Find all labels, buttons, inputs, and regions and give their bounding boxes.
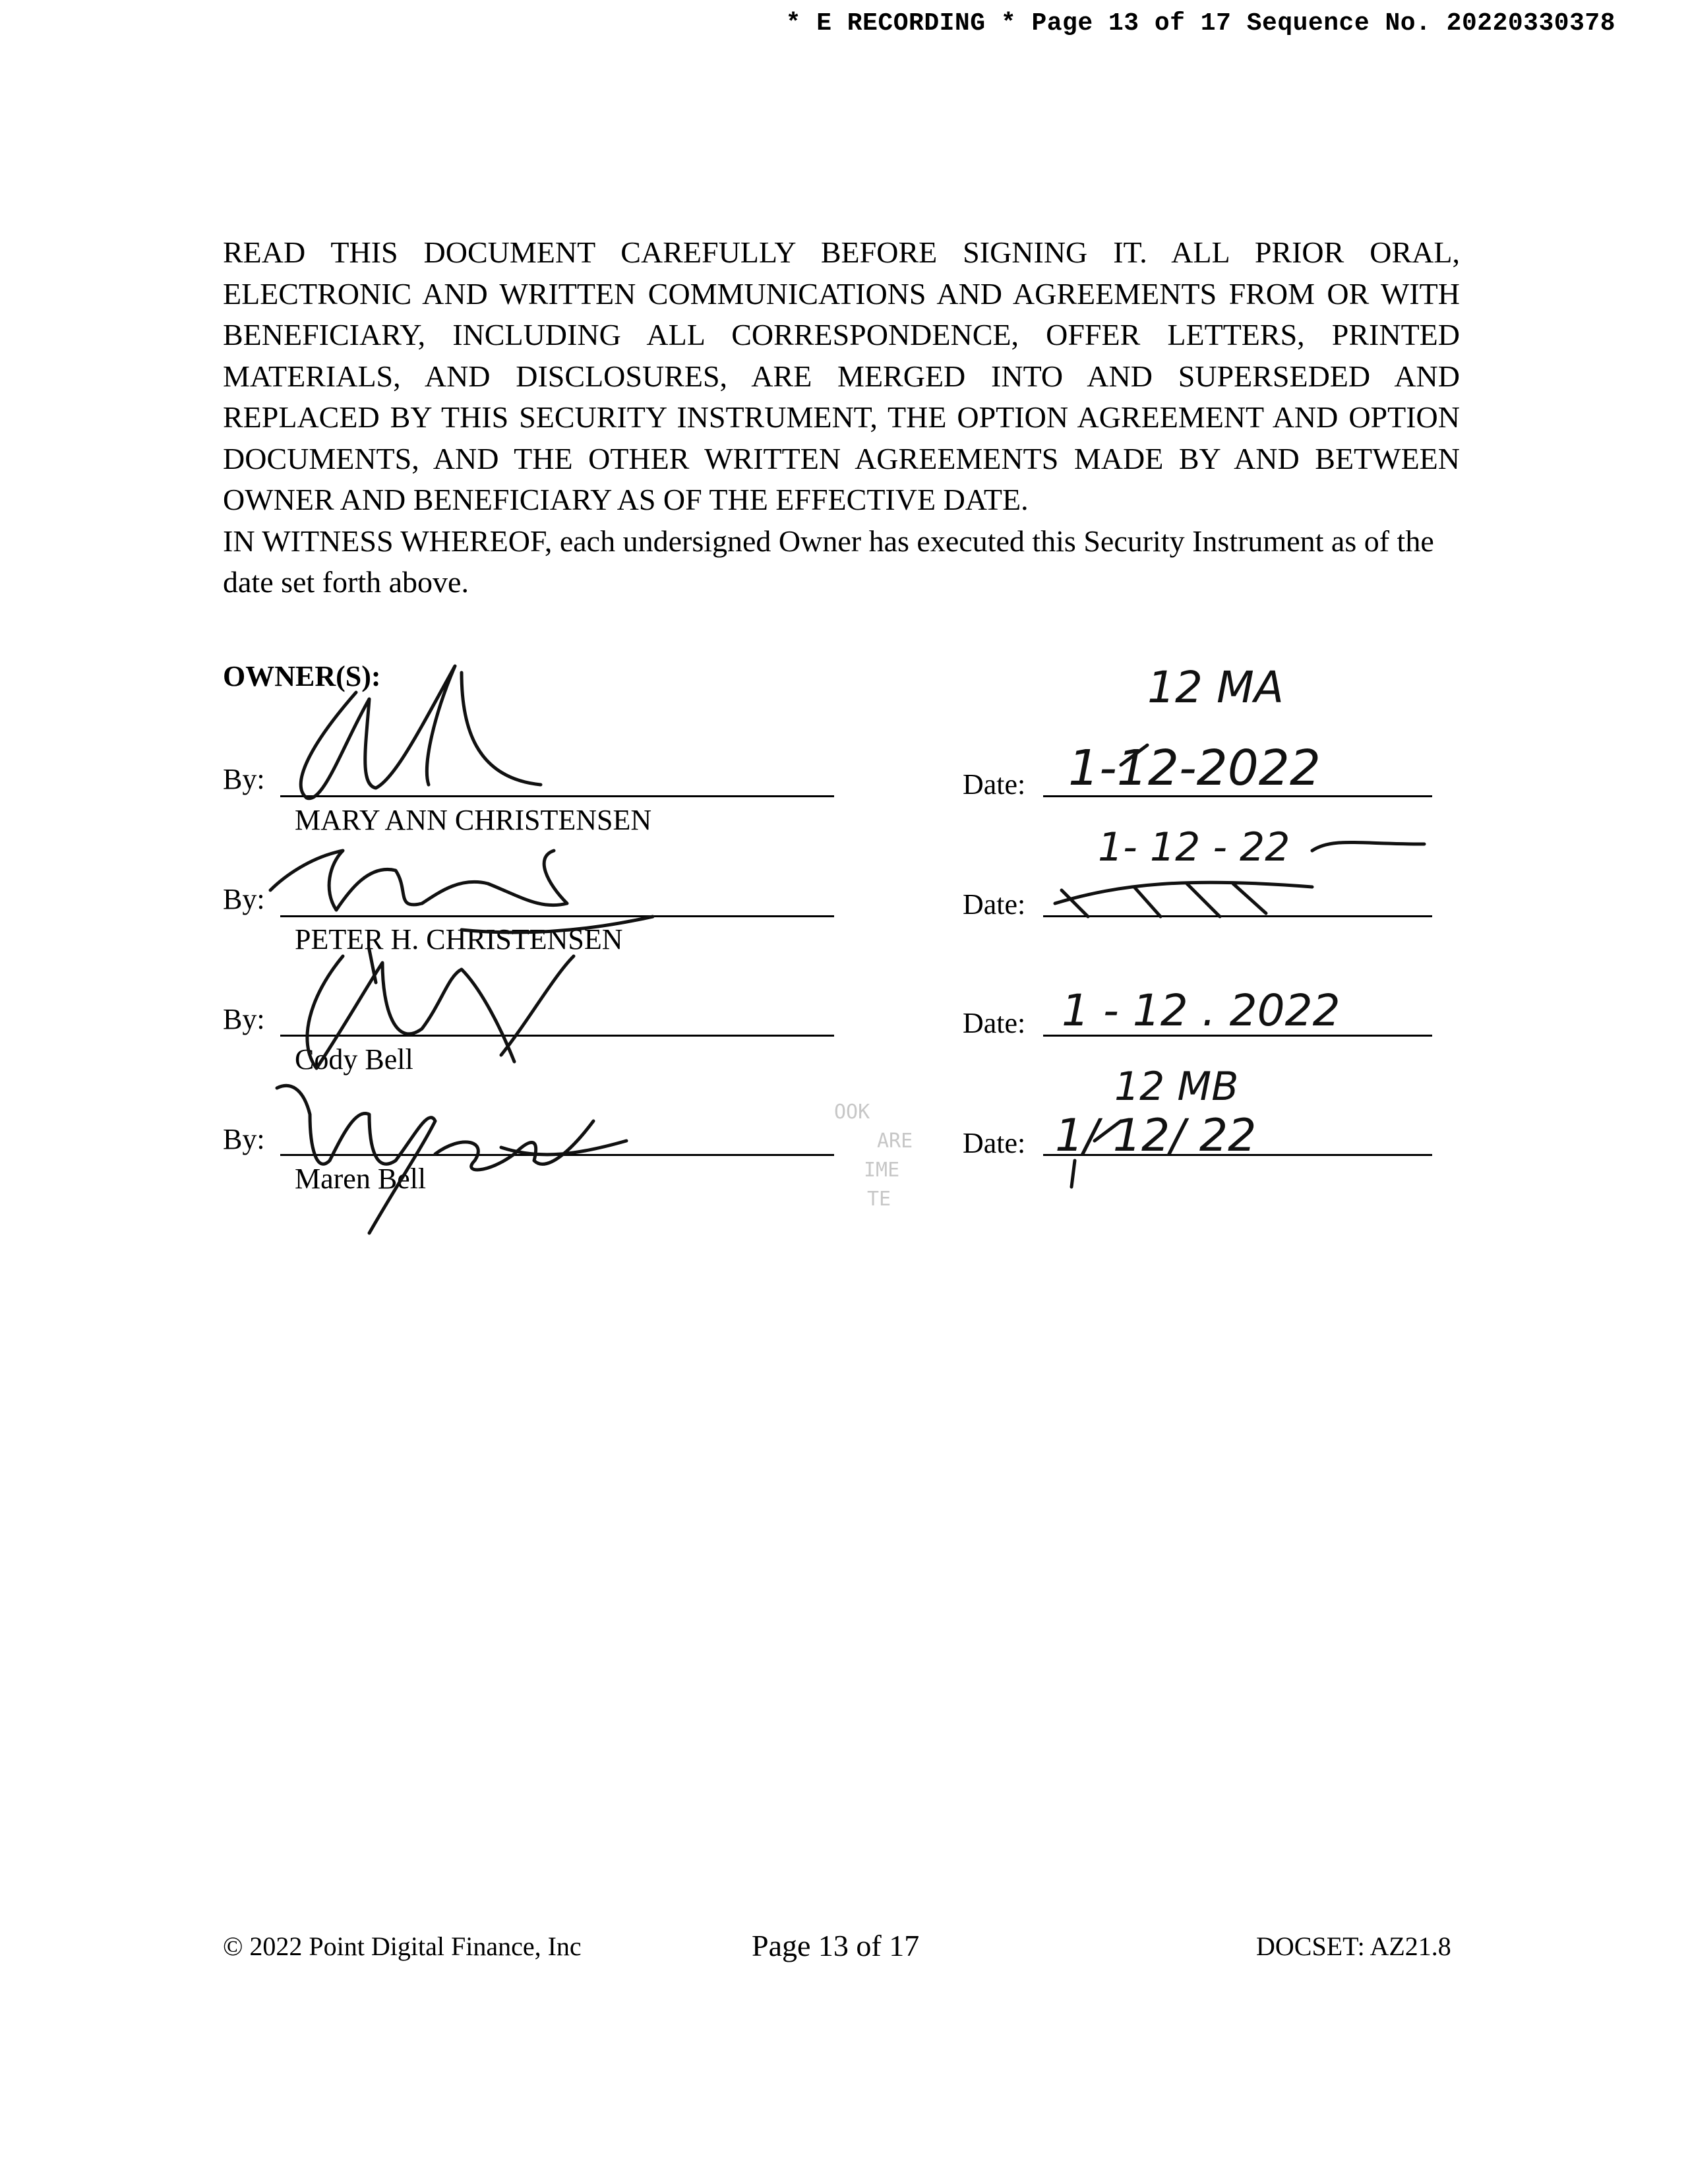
witness-clause: IN WITNESS WHEREOF, each undersigned Owner has executed this Security Instrument as of the date set forth above. [223, 524, 1434, 599]
signature-line[interactable] [280, 915, 834, 917]
signer-name: MARY ANN CHRISTENSEN [295, 804, 652, 836]
date-handwritten-4: 1/ 12/ 22 [1055, 1110, 1257, 1162]
recorder-stamp: OOK ARE IME TE [834, 1101, 913, 1211]
footer-copyright: © 2022 Point Digital Finance, Inc [223, 1931, 582, 1961]
date-label: Date: [963, 1127, 1026, 1159]
by-label: By: [223, 763, 265, 795]
owners-heading: OWNER(S): [223, 660, 381, 692]
date-strike-1 [1121, 745, 1147, 765]
date-label: Date: [963, 768, 1026, 801]
date-label: Date: [963, 1007, 1026, 1039]
date-line[interactable] [1043, 915, 1432, 917]
signature-line[interactable] [280, 1035, 834, 1037]
footer-docset: DOCSET: AZ21.8 [1256, 1931, 1451, 1961]
date-correction-1: 12 MA [1147, 662, 1284, 713]
date-line[interactable] [1043, 795, 1432, 797]
date-handwritten-2: 1- 12 - 22 [1098, 824, 1290, 870]
recording-header: * E RECORDING * Page 13 of 17 Sequence No. 20220330378 [785, 9, 1615, 38]
date-handwritten-3: 1 - 12 . 2022 [1062, 985, 1341, 1036]
date-correction-4: 12 MB [1114, 1064, 1239, 1110]
by-label: By: [223, 1003, 265, 1035]
by-label: By: [223, 1123, 265, 1155]
date-line[interactable] [1043, 1154, 1432, 1156]
date-scribble-2 [1055, 843, 1424, 917]
merger-notice: READ THIS DOCUMENT CAREFULLY BEFORE SIGNING IT. ALL PRIOR ORAL, ELECTRONIC AND WRITTEN COMMUNICATIONS AND AGREEMENTS FROM OR WITH BENEFICIARY, INCLUDING ALL CORRESPONDENCE, OFFER LETTERS, PRINTED MATERIALS, AND DISCLOSURES, ARE MERGED INTO AND SUPERSEDED AND REPLACED BY THIS SECURITY INSTRUMENT, THE OPTION AGREEMENT AND OPTION DOCUMENTS, AND THE OTHER WRITTEN AGREEMENTS MADE BY AND BETWEEN OWNER AND BENEFICIARY AS OF THE EFFECTIVE DATE. [223, 235, 1460, 516]
by-label: By: [223, 883, 265, 915]
signer-name: PETER H. CHRISTENSEN [295, 923, 623, 956]
date-line[interactable] [1043, 1035, 1432, 1037]
footer-page-number: Page 13 of 17 [752, 1929, 920, 1962]
document-body [223, 232, 1460, 603]
signature-line[interactable] [280, 795, 834, 797]
signature-maren [277, 1085, 626, 1233]
signature-line[interactable] [280, 1154, 834, 1156]
signer-name: Cody Bell [295, 1043, 413, 1076]
signer-name: Maren Bell [295, 1163, 427, 1195]
date-handwritten-1: 1-12-2022 [1068, 740, 1321, 797]
date-label: Date: [963, 888, 1026, 921]
